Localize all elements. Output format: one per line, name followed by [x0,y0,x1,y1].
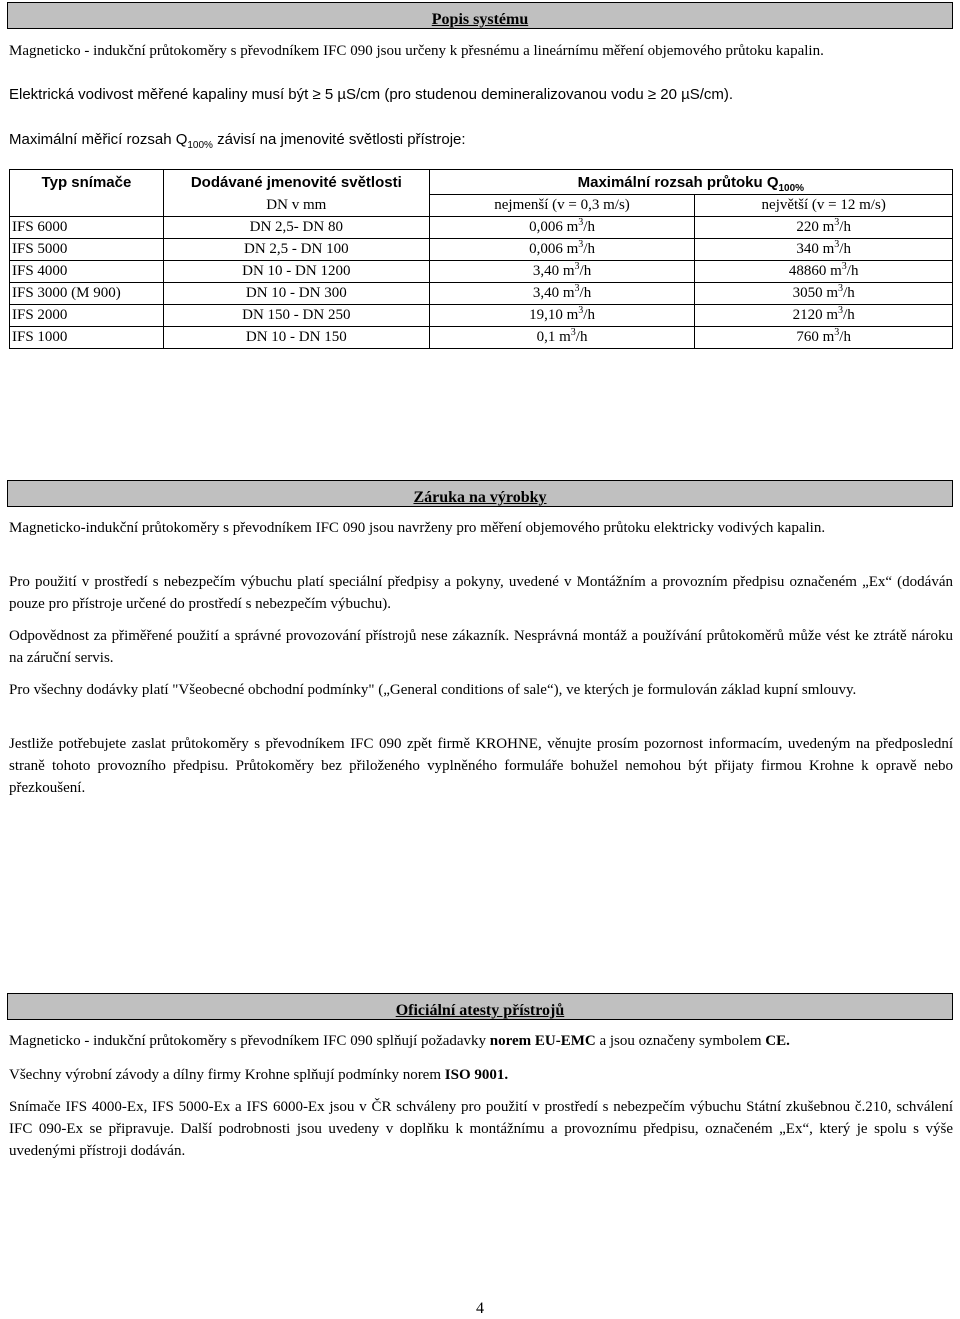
flow-value: 19,10 [529,307,563,323]
section-warranty [7,480,953,796]
section-header-system [7,2,953,29]
flow-unit-per-hour: /h [839,329,851,345]
flow-unit-exponent: 3 [834,239,840,250]
cell-sensor-type: IFS 5000 [10,239,164,261]
specs-table [9,169,953,349]
table-header-row [10,170,953,195]
section-title: Oficiální atesty přístrojů [395,1002,565,1019]
flow-unit-exponent: 3 [838,305,844,316]
flow-unit: m [562,219,579,235]
section-title: Záruka na výrobky [413,489,547,506]
flow-value: 0,006 [529,241,563,257]
paragraph-warranty-5: Jestliže potřebujete zaslat průtokoměry s převodníkem IFC 090 zpět firmě KROHNE, věnujte prosím pozornost informacím, uvedeným na předposlední straně tohoto provozního předpisu. Průtokoměry bez přiloženého vyplněného formuláře bohužel nemohou být přijaty firmou Krohne k opravě nebo přezkoušení. [9,736,953,796]
paragraph-cert-3: Snímače IFS 4000-Ex, IFS 5000-Ex a IFS 6000-Ex jsou v ČR schváleny pro použití v prostředí s nebezpečím výbuchu Státní zkušebnou č.210, schválení IFC 090-Ex se připravuje. Další podrobnosti jsou uvedeny v doplňku k montážnímu a provoznímu předpisu, označeném „Ex“, který je spolu s výše uvedenými přístroji dodáván. [9,1099,953,1159]
flow-unit: m [559,263,575,279]
paragraph-conductivity: Elektrická vodivost měřené kapaliny musí být ≥ 5 µS/cm (pro studenou demineralizovanou vodu ≥ 20 µS/cm). [9,86,734,103]
flow-unit-per-hour: /h [843,285,855,301]
cell-flow-min [429,305,695,327]
cell-sensor-type: IFS 6000 [10,217,164,239]
paragraph-cert-2 [9,1064,953,1086]
flow-value: 2120 [792,307,823,323]
page-number: 4 [476,1300,484,1317]
cell-flow-min [429,283,695,305]
flow-unit-exponent: 3 [578,217,584,228]
cell-flow-max [695,239,953,261]
cell-flow-max [695,217,953,239]
range-text-post: závisí na jmenovité světlosti přístroje: [212,131,466,148]
flow-unit: m [818,241,835,257]
flow-value: 340 [796,241,819,257]
cell-sensor-type: IFS 3000 (M 900) [10,283,164,305]
subheader-dn-mm: DN v mm [163,195,429,217]
cell-flow-min [429,239,695,261]
flow-value: 0,1 [536,329,556,345]
cert-1-text-a: Magneticko - indukční průtokoměry s převodníkem IFC 090 splňují požadavky [9,1033,490,1049]
paragraph-warranty-2: Pro použití v prostředí s nebezpečím výbuchu platí speciální předpisy a pokyny, uvedené v Montážním a provozním předpisu označeném „Ex“ (dodáván pouze pro přístroje určené do prostředí s nebezpečím výbuchu). [9,574,953,612]
cell-flow-max [695,327,953,349]
flow-unit: m [818,219,835,235]
flow-unit-per-hour: /h [583,307,595,323]
cell-flow-max [695,283,953,305]
cell-nominal-size: DN 150 - DN 250 [163,305,429,327]
flow-unit-per-hour: /h [579,285,592,301]
subheader-min: nejmenší (v = 0,3 m/s) [429,195,695,217]
flow-value: 3,40 [532,285,560,301]
flow-unit-exponent: 3 [570,327,576,338]
flow-unit-exponent: 3 [834,217,840,228]
section-title: Popis systému [431,11,529,28]
flow-value: 220 [796,219,819,235]
paragraph-warranty-1: Magneticko-indukční průtokoměry s převodníkem IFC 090 jsou navrženy pro měření objemového průtoku elektricky vodivých kapalin. [9,520,826,536]
cell-flow-min [429,327,695,349]
cert-2-bold-iso: ISO 9001. [444,1067,509,1083]
cell-nominal-size: DN 10 - DN 1200 [163,261,429,283]
section-certifications [7,993,953,1159]
flow-unit-exponent: 3 [574,283,580,294]
table-subheader-row [10,195,953,217]
table-row [10,217,953,239]
section-header-warranty [7,480,953,507]
cell-nominal-size: DN 2,5 - DN 100 [163,239,429,261]
cert-1-text-c: a jsou označeny symbolem [595,1033,766,1049]
flow-unit-exponent: 3 [578,305,584,316]
paragraph-warranty-4: Pro všechny dodávky platí "Všeobecné obchodní podmínky" („General conditions of sale“), ve kterých je formulován základ kupní smlouvy. [9,682,857,698]
header-sensor-type: Typ snímače [10,170,164,195]
table-row [10,239,953,261]
cert-2-text-a: Všechny výrobní závody a dílny firmy Krohne splňují podmínky norem [9,1067,445,1083]
flow-unit-per-hour: /h [575,329,588,345]
flow-value: 0,006 [529,219,563,235]
cell-nominal-size: DN 10 - DN 150 [163,327,429,349]
flow-value: 3,40 [532,263,560,279]
flow-unit-exponent: 3 [841,261,847,272]
flow-unit-exponent: 3 [838,283,844,294]
paragraph-range [9,129,953,151]
cert-1-bold-ce: CE. [765,1033,790,1049]
flow-unit: m [818,329,835,345]
cell-flow-min [429,217,695,239]
flow-unit-per-hour: /h [839,241,851,257]
header-max-range-text: Maximální rozsah průtoku Q [577,173,779,191]
cell-flow-max [695,261,953,283]
flow-unit-per-hour: /h [843,307,855,323]
flow-unit-exponent: 3 [574,261,580,272]
flow-unit: m [562,241,579,257]
flow-unit: m [555,329,571,345]
cell-sensor-type: IFS 1000 [10,327,164,349]
paragraph-cert-1 [9,1030,953,1052]
table-row [10,261,953,283]
cell-flow-max [695,305,953,327]
flow-unit-per-hour: /h [583,241,595,257]
table-row [10,283,953,305]
flow-unit: m [826,263,842,279]
flow-unit: m [559,285,575,301]
range-text-pre: Maximální měřicí rozsah Q [9,131,188,148]
section-header-certifications [7,993,953,1020]
paragraph-warranty-3: Odpovědnost za přiměřené použití a správné provozování přístrojů nese zákazník. Nesprávná montáž a používání průtokoměrů může vést ke ztrátě nároku na záruční servis. [9,628,953,666]
flow-value: 3050 [792,285,823,301]
cell-nominal-size: DN 2,5- DN 80 [163,217,429,239]
flow-unit-per-hour: /h [579,263,592,279]
cell-sensor-type: IFS 2000 [10,305,164,327]
subheader-max: největší (v = 12 m/s) [695,195,953,217]
table-body [10,217,953,349]
cell-flow-min [429,261,695,283]
flow-unit-exponent: 3 [578,239,584,250]
cell-nominal-size: DN 10 - DN 300 [163,283,429,305]
flow-unit-per-hour: /h [583,219,595,235]
table-row [10,327,953,349]
cert-1-bold-norms: norem EU-EMC [489,1033,596,1049]
header-max-range [429,170,952,195]
header-nominal-sizes: Dodávané jmenovité světlosti [163,170,429,195]
flow-value: 760 [796,329,819,345]
flow-unit-exponent: 3 [834,327,840,338]
flow-unit: m [562,307,579,323]
subheader-empty [10,195,164,217]
paragraph-intro: Magneticko - indukční průtokoměry s převodníkem IFC 090 jsou určeny k přesnému a lineárnímu měření objemového průtoku kapalin. [9,43,824,59]
range-subscript: 100% [187,140,213,151]
table-row [10,305,953,327]
flow-unit: m [822,307,839,323]
flow-unit-per-hour: /h [846,263,859,279]
flow-value: 48860 [788,263,827,279]
flow-unit: m [822,285,839,301]
flow-unit-per-hour: /h [839,219,851,235]
cell-sensor-type: IFS 4000 [10,261,164,283]
header-max-range-sub: 100% [778,182,805,194]
